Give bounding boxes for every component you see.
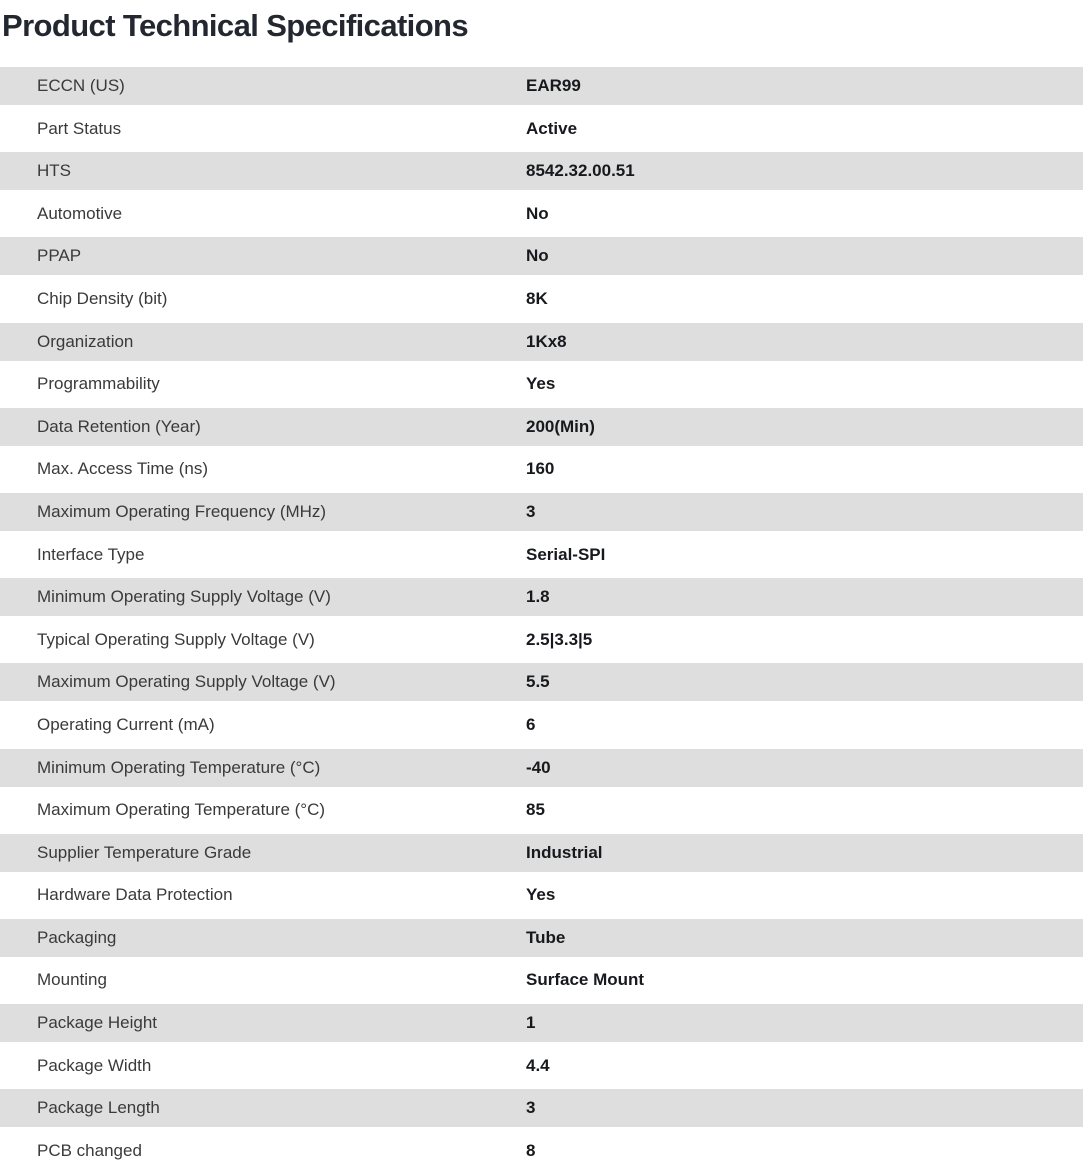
spec-value: 1 xyxy=(526,1013,536,1033)
spec-value: Tube xyxy=(526,927,566,947)
spec-row xyxy=(0,961,1083,999)
spec-value: No xyxy=(526,203,549,223)
spec-row xyxy=(0,152,1083,190)
spec-value: 3 xyxy=(526,1098,536,1118)
spec-value: 160 xyxy=(526,459,555,479)
spec-value: 8 xyxy=(526,1140,536,1160)
spec-value: Serial-SPI xyxy=(526,544,606,564)
spec-row xyxy=(0,1047,1083,1085)
spec-value: Yes xyxy=(526,885,556,905)
spec-label: Supplier Temperature Grade xyxy=(37,842,252,862)
spec-label: Operating Current (mA) xyxy=(37,714,215,734)
spec-value: 6 xyxy=(526,714,536,734)
spec-label: Automotive xyxy=(37,203,123,223)
spec-row xyxy=(0,578,1083,616)
spec-value: 4.4 xyxy=(526,1055,550,1075)
spec-value: Active xyxy=(526,118,578,138)
spec-row xyxy=(0,663,1083,701)
spec-value: Industrial xyxy=(526,842,603,862)
spec-row xyxy=(0,323,1083,361)
spec-row xyxy=(0,408,1083,446)
spec-label: PCB changed xyxy=(37,1140,142,1160)
spec-value: 1.8 xyxy=(526,587,550,607)
spec-value: Yes xyxy=(526,374,556,394)
spec-label: Minimum Operating Temperature (°C) xyxy=(37,757,321,777)
spec-label: Hardware Data Protection xyxy=(37,885,233,905)
spec-label: Package Width xyxy=(37,1055,152,1075)
spec-row xyxy=(0,1089,1083,1127)
spec-row xyxy=(0,536,1083,574)
spec-row xyxy=(0,67,1083,105)
spec-row xyxy=(0,791,1083,829)
spec-row xyxy=(0,195,1083,233)
spec-label: Maximum Operating Frequency (MHz) xyxy=(37,501,327,521)
spec-label: Interface Type xyxy=(37,544,145,564)
spec-label: Minimum Operating Supply Voltage (V) xyxy=(37,587,331,607)
spec-label: Package Length xyxy=(37,1098,160,1118)
spec-value: 85 xyxy=(526,800,545,820)
spec-row xyxy=(0,493,1083,531)
spec-value: 200(Min) xyxy=(526,416,595,436)
spec-label: Data Retention (Year) xyxy=(37,416,201,436)
spec-value: 1Kx8 xyxy=(526,331,567,351)
spec-row xyxy=(0,1132,1083,1170)
spec-value: 8542.32.00.51 xyxy=(526,161,635,181)
spec-value: -40 xyxy=(526,757,551,777)
spec-label: Package Height xyxy=(37,1013,158,1033)
spec-label: Max. Access Time (ns) xyxy=(37,459,208,479)
spec-label: HTS xyxy=(37,161,71,181)
spec-value: 8K xyxy=(526,288,548,308)
spec-label: Typical Operating Supply Voltage (V) xyxy=(37,629,315,649)
spec-row xyxy=(0,834,1083,872)
spec-value: 5.5 xyxy=(526,672,550,692)
spec-row xyxy=(0,1004,1083,1042)
spec-value: EAR99 xyxy=(526,76,581,95)
spec-row xyxy=(0,237,1083,275)
spec-row xyxy=(0,280,1083,318)
spec-label: PPAP xyxy=(37,246,82,266)
spec-label: Programmability xyxy=(37,374,160,394)
spec-value: 2.5|3.3|5 xyxy=(526,629,593,649)
spec-row xyxy=(0,450,1083,488)
spec-value: No xyxy=(526,246,549,266)
spec-row xyxy=(0,919,1083,957)
spec-row xyxy=(0,110,1083,148)
spec-label: Organization xyxy=(37,331,134,351)
spec-value: Surface Mount xyxy=(526,970,645,990)
spec-label: Chip Density (bit) xyxy=(37,288,168,308)
spec-value: 3 xyxy=(526,501,536,521)
spec-label: Maximum Operating Supply Voltage (V) xyxy=(37,672,336,692)
spec-row xyxy=(0,621,1083,659)
spec-row xyxy=(0,706,1083,744)
spec-row xyxy=(0,876,1083,914)
page-title: Product Technical Specifications xyxy=(2,8,469,43)
spec-row xyxy=(0,365,1083,403)
spec-label: ECCN (US) xyxy=(37,76,125,95)
spec-label: Part Status xyxy=(37,118,122,138)
spec-row xyxy=(0,749,1083,787)
spec-label: Mounting xyxy=(37,970,107,990)
spec-table xyxy=(0,67,1083,1170)
spec-label: Packaging xyxy=(37,927,117,947)
spec-label: Maximum Operating Temperature (°C) xyxy=(37,800,326,820)
